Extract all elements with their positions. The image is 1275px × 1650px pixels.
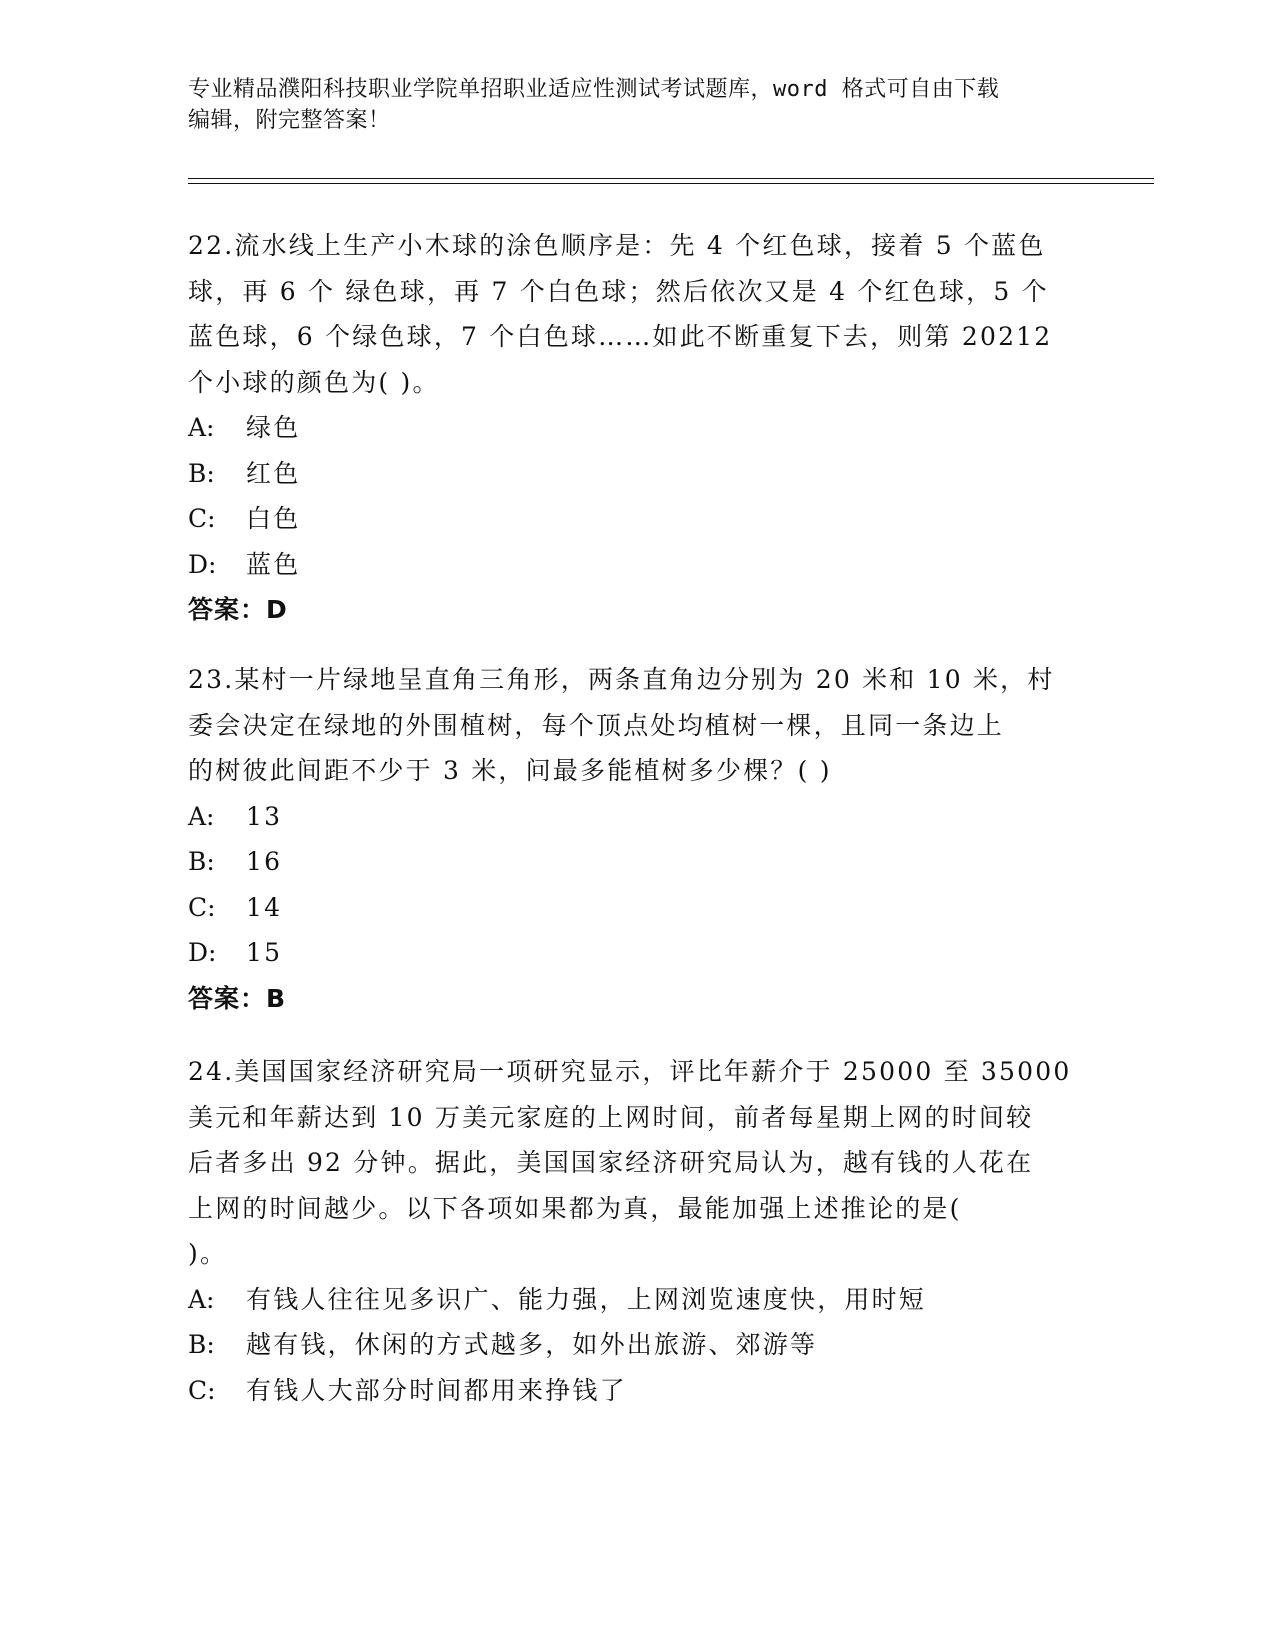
- question-line: 22.流水线上生产小木球的涂色顺序是：先 4 个红色球，接着 5 个蓝色: [188, 231, 1046, 260]
- question-line: 后者多出 92 分钟。据此，美国国家经济研究局认为，越有钱的人花在: [188, 1148, 1034, 1177]
- option-a: [188, 794, 1088, 840]
- option-b: [188, 1322, 1088, 1368]
- option-text: 有钱人往往见多识广、能力强，上网浏览速度快，用时短: [246, 1284, 927, 1314]
- option-letter: A:: [188, 801, 215, 831]
- question-line: 24.美国国家经济研究局一项研究显示，评比年薪介于 25000 至 35000: [188, 1057, 1072, 1086]
- header-line-2: 编辑，附完整答案！: [188, 108, 391, 133]
- question-stem: [188, 657, 1088, 794]
- question-line: 上网的时间越少。以下各项如果都为真，最能加强上述推论的是(: [188, 1193, 962, 1223]
- answer-label: 答案：D: [188, 595, 288, 624]
- question-line: 蓝色球，6 个绿色球，7 个白色球……如此不断重复下去，则第 20212: [188, 322, 1053, 351]
- option-letter: C:: [188, 1375, 216, 1405]
- answer-label: 答案：B: [188, 983, 287, 1013]
- option-letter: A:: [188, 1284, 215, 1314]
- option-text: 13: [246, 801, 283, 831]
- option-letter: B:: [188, 847, 215, 876]
- option-a: [188, 405, 1088, 451]
- option-text: 蓝色: [246, 549, 301, 579]
- option-letter: B:: [188, 458, 215, 488]
- option-letter: C:: [188, 892, 216, 922]
- question-line: 的树彼此间距不少于 3 米，问最多能植树多少棵？( ): [188, 756, 832, 785]
- option-letter: D:: [188, 549, 217, 579]
- question-line: )。: [188, 1239, 228, 1268]
- question-23: [188, 657, 1088, 1021]
- question-22: [188, 223, 1088, 633]
- option-b: [188, 451, 1088, 497]
- header-line-1: 专业精品濮阳科技职业学院单招职业适应性测试考试题库，word 格式可自由下载: [188, 77, 1000, 102]
- option-letter: C:: [188, 504, 216, 533]
- option-text: 白色: [246, 504, 301, 533]
- option-b: [188, 839, 1088, 885]
- question-line: 委会决定在绿地的外围植树，每个顶点处均植树一棵，且同一条边上: [188, 710, 1005, 740]
- option-text: 15: [246, 938, 283, 967]
- option-letter: A:: [188, 413, 215, 442]
- option-c: [188, 496, 1088, 542]
- option-text: 14: [246, 892, 283, 922]
- option-d: [188, 930, 1088, 976]
- option-letter: D:: [188, 938, 217, 967]
- option-text: 越有钱，休闲的方式越多，如外出旅游、郊游等: [246, 1330, 818, 1359]
- option-text: 红色: [246, 458, 301, 488]
- option-text: 16: [246, 847, 283, 876]
- question-stem: [188, 1049, 1088, 1277]
- option-c: [188, 1368, 1088, 1414]
- document-header: [188, 74, 1088, 136]
- header-divider-top: [188, 178, 1154, 179]
- question-24: [188, 1049, 1088, 1413]
- option-letter: B:: [188, 1330, 215, 1359]
- header-divider-bottom: [188, 183, 1154, 184]
- question-line: 23.某村一片绿地呈直角三角形，两条直角边分别为 20 米和 10 米，村: [188, 665, 1055, 694]
- question-line: 球，再 6 个 绿色球，再 7 个白色球；然后依次又是 4 个红色球，5 个: [188, 276, 1049, 306]
- question-stem: [188, 223, 1088, 405]
- option-text: 绿色: [246, 413, 301, 442]
- option-text: 有钱人大部分时间都用来挣钱了: [246, 1375, 627, 1405]
- question-line: 美元和年薪达到 10 万美元家庭的上网时间，前者每星期上网的时间较: [188, 1102, 1034, 1132]
- option-a: [188, 1277, 1088, 1323]
- question-line: 个小球的颜色为( )。: [188, 367, 440, 397]
- option-d: [188, 542, 1088, 588]
- option-c: [188, 885, 1088, 931]
